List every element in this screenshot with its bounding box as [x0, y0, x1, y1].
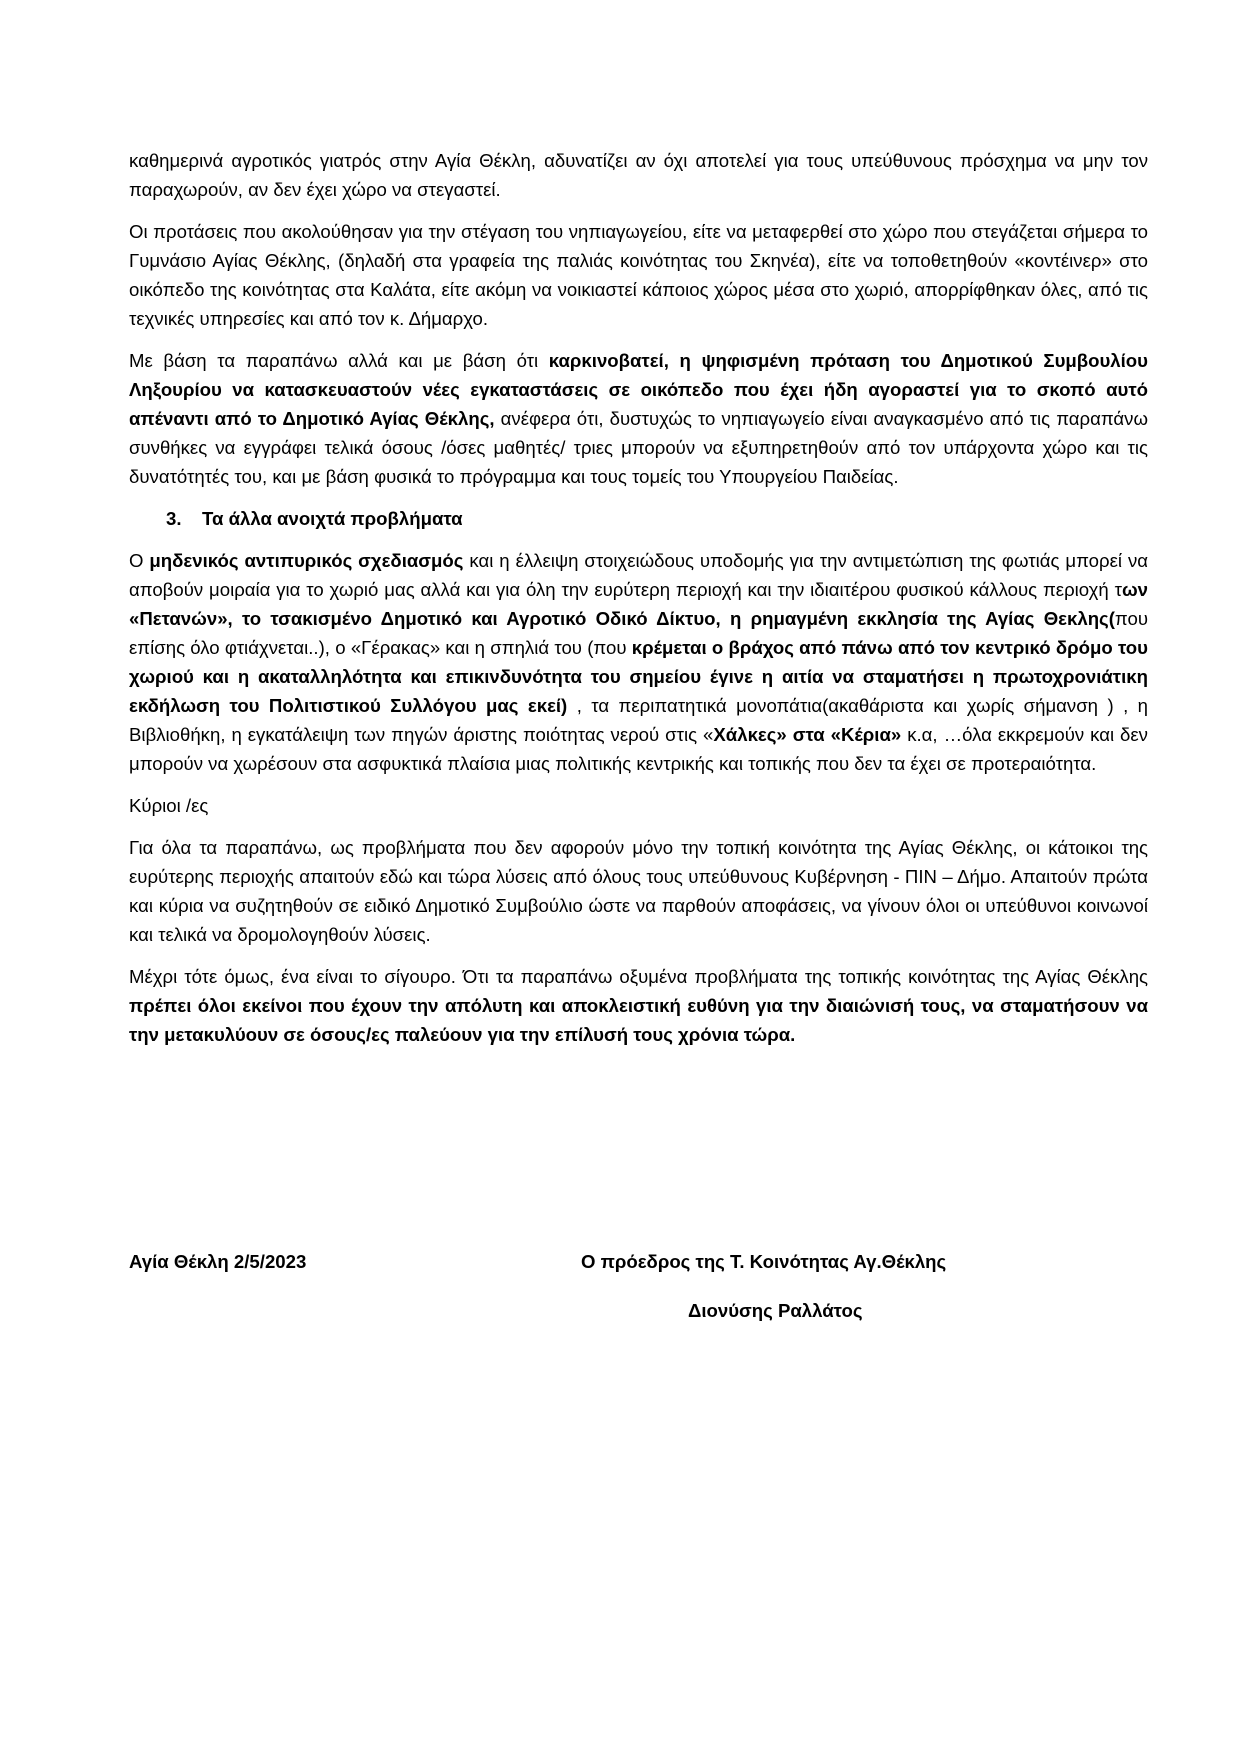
paragraph-open-problems [129, 546, 1148, 778]
text-run: Με βάση τα παραπάνω αλλά και με βάση ότι [129, 350, 549, 371]
text-run: ανέφερα ότι, δυστυχώς το νηπιαγωγείο είναι αναγκασμένο από τις παραπάνω συνθήκες να εγγράφει τελικά όσους /όσες μαθητές/ τριες μπορούν να εξυπηρετηθούν από τον υπάρχοντα χώρο και τις δυνατότητές του, και με βάση φυσικά το πρόγραμμα και τους τομείς του Υπουργείου Παιδείας. [129, 408, 1148, 487]
text-run: Οι προτάσεις που ακολούθησαν για την στέγαση του νηπιαγωγείου, είτε να μεταφερθεί στο χώρο που στεγάζεται σήμερα το Γυμνάσιο Αγίας Θέκλης, (δηλαδή στα γραφεία της παλιάς κοινότητας του Σκηνέα), είτε να τοποθετηθούν «κοντέινερ» στο οικόπεδο της κοινότητας στα Καλάτα, είτε ακόμη να νοικιαστεί κάποιος χώρος μέσα στο χωριό, απορρίφθηκαν όλες, από τις τεχνικές υπηρεσίες και από τον κ. Δήμαρχο. [129, 221, 1148, 329]
text-run: και η έλλειψη στοιχειώδους υποδομής για την αντιμετώπιση της φωτιάς μπορεί να αποβούν μοιραία για το χωριό μας αλλά και για όλη την ευρύτερη περιοχή και την ιδιαιτέρου φυσικού κάλλους περιοχή τ [129, 550, 1148, 600]
text-run: που επίσης όλο φτιάχνεται..), ο «Γέρακας» και η σπηλιά του (που [129, 608, 1148, 658]
text-run: κ.α, …όλα εκκρεμούν και δεν μπορούν να χωρέσουν στα ασφυκτικά πλαίσια μιας πολιτικής κεντρικής και τοπικής που δεν τα έχει σε προτεραιότητα. [129, 724, 1148, 774]
text-run: Κύριοι /ες [129, 795, 209, 816]
bold-run: μηδενικός αντιπυρικός σχεδιασμός [149, 550, 464, 571]
paragraph-kindergarten [129, 346, 1148, 491]
section-heading [129, 504, 1148, 533]
text-run: Μέχρι τότε όμως, ένα είναι το σίγουρο. Ότι τα παραπάνω οξυμένα προβλήματα της τοπικής κοινότητας της Αγίας Θέκλης [129, 966, 1148, 987]
paragraph-demands [129, 833, 1148, 949]
section-title: Τα άλλα ανοιχτά προβλήματα [202, 508, 463, 529]
bold-run: Χάλκες» στα «Κέρια» [713, 724, 902, 745]
bold-run: ων «Πετανών», το τσακισμένο Δημοτικό και Αγροτικό Οδικό Δίκτυο, η ρημαγμένη εκκλησία της Αγίας Θεκλης( [129, 579, 1148, 629]
letter-body [129, 146, 1148, 1062]
text-run: Για όλα τα παραπάνω, ως προβλήματα που δεν αφορούν μόνο την τοπική κοινότητα της Αγίας Θέκλης, οι κάτοικοι της ευρύτερης περιοχής απαιτούν εδώ και τώρα λύσεις από όλους τους υπεύθυνους Κυβέρνηση - ΠΙΝ – Δήμο. Απαιτούν πρώτα και κύρια να συζητηθούν σε ειδικό Δημοτικό Συμβούλιο ώστε να παρθούν αποφάσεις, να γίνουν όλοι οι υπεύθυνοι κοινωνοί και τελικά να δρομολογηθούν λύσεις. [129, 837, 1148, 945]
bold-run: κρέμεται ο βράχος από πάνω από τον κεντρικό δρόμο του χωριού και η ακαταλληλότητα και επικινδυνότητα του σημείου έγινε η αιτία να σταματήσει η πρωτοχρονιάτικη εκδήλωση του Πολιτιστικού Συλλόγου μας εκεί) [129, 637, 1148, 716]
bold-run: καρκινοβατεί, η ψηφισμένη πρόταση του Δημοτικού Συμβουλίου Ληξουρίου να κατασκευαστούν νέες εγκαταστάσεις σε οικόπεδο που έχει ήδη αγοραστεί για το σκοπό αυτό απέναντι από το Δημοτικό Αγίας Θέκλης, [129, 350, 1148, 429]
text-run: καθημερινά αγροτικός γιατρός στην Αγία Θέκλη, αδυνατίζει αν όχι αποτελεί για τους υπεύθυνους πρόσχημα να μην τον παραχωρούν, αν δεν έχει χώρο να στεγαστεί. [129, 150, 1148, 200]
paragraph-conclusion [129, 962, 1148, 1049]
salutation [129, 791, 1148, 820]
paragraph-proposals [129, 217, 1148, 333]
signature-title: Ο πρόεδρος της Τ. Κοινότητας Αγ.Θέκλης [581, 1251, 947, 1272]
bold-run: πρέπει όλοι εκείνοι που έχουν την απόλυτη και αποκλειστική ευθύνη για την διαιώνισή τους, να σταματήσουν να την μετακυλύουν σε όσους/ες παλεύουν για την επίλυσή τους χρόνια τώρα. [129, 995, 1148, 1045]
signature-date: Αγία Θέκλη 2/5/2023 [129, 1251, 307, 1272]
text-run: , τα περιπατητικά μονοπάτια(ακαθάριστα και χωρίς σήμανση ) , η Βιβλιοθήκη, η εγκατάλειψη των πηγών άριστης ποιότητας νερού στις « [129, 695, 1149, 745]
paragraph-doctor [129, 146, 1148, 204]
signature-name: Διονύσης Ραλλάτος [688, 1300, 863, 1321]
section-number: 3. [166, 508, 182, 529]
text-run: Ο [129, 550, 150, 571]
